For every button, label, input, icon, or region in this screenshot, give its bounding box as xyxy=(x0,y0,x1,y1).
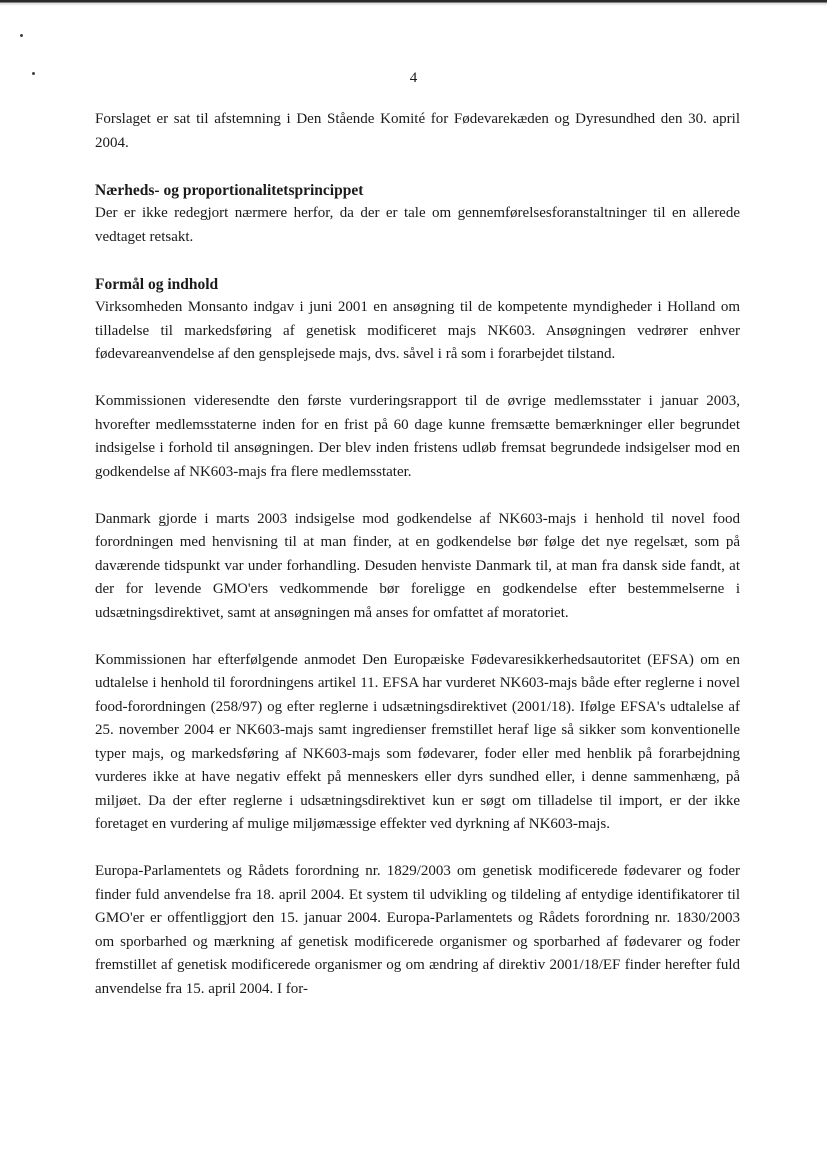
section-paragraph: Kommissionen videresendte den første vurderingsrapport til de øvrige medlemsstater i januar 2003, hvorefter medlemsstaterne inden for en frist på 60 dage kunne fremsætte bemærkninger eller begrundet indsigelse i forhold til ansøgningen. Der blev inden fristens udløb fremsat begrundede indsigelser mod en godkendelse af NK603-majs fra flere medlemsstater. xyxy=(95,393,740,480)
section-subsidiarity xyxy=(95,179,740,250)
section-paragraph: Der er ikke redegjort nærmere herfor, da der er tale om gennemførelsesforanstaltninger til en allerede vedtaget retsakt. xyxy=(95,205,740,245)
section-paragraph: Virksomheden Monsanto indgav i juni 2001 en ansøgning til de kompetente myndigheder i Holland om tilladelse til markedsføring af genetisk modificeret majs NK603. Ansøgningen vedrører enhver fødevareanvendelse af den gensplejsede majs, dvs. såvel i rå som i forarbejdet tilstand. xyxy=(95,299,740,362)
intro-paragraph: Forslaget er sat til afstemning i Den Stående Komité for Fødevarekæden og Dyresundhed den 30. april 2004. xyxy=(95,111,740,151)
section-paragraph: Kommissionen har efterfølgende anmodet Den Europæiske Fødevaresikkerhedsautoritet (EFSA) om en udtalelse i henhold til forordningens artikel 11. EFSA har vurderet NK603-majs både efter reglerne i novel food-forordningen (258/97) og efter reglerne i udsætningsdirektivet (2001/18). Ifølge EFSA's udtalelse af 25. november 2004 er NK603-majs samt ingredienser fremstillet heraf lige så sikker som konventionelle typer majs, og markedsføring af NK603-majs som fødevarer, foder eller med henblik på forarbejdning vurderes ikke at have negativ effekt på menneskers eller dyrs sundhed eller, i denne sammenhæng, på miljøet. Da der efter reglerne i udsætningsdirektivet kun er søgt om tilladelse til import, er der ikke foretaget en vurdering af mulige miljømæssige effekter ved dyrkning af NK603-majs. xyxy=(95,651,740,832)
section-heading: Formål og indhold xyxy=(95,275,219,293)
document-body xyxy=(95,108,740,1025)
section-paragraph: Danmark gjorde i marts 2003 indsigelse mod godkendelse af NK603-majs i henhold til novel food forordningen med henvisning til at man finder, at en godkendelse bør følge det nye regelsæt, som på daværende tidspunkt var under forhandling. Desuden henviste Danmark til, at man fra dansk side fandt, at der for levende GMO'ers vedkommende bør foreligge en godkendelse efter bestemmelserne i udsætningsdirektivet, samt at ansøgningen må anses for omfattet af moratoriet. xyxy=(95,510,740,621)
scan-top-edge xyxy=(0,0,827,6)
section-purpose-content xyxy=(95,273,740,1002)
section-paragraph: Europa-Parlamentets og Rådets forordning nr. 1829/2003 om genetisk modificerede fødevarer og foder finder fuld anvendelse fra 18. april 2004. Et system til udvikling og tildeling af entydige identifikatorer til GMO'er er offentliggjort den 15. januar 2004. Europa-Parlamentets og Rådets forordning nr. 1830/2003 om sporbarhed og mærkning af genetisk modificerede organismer og sporbarhed af fødevarer og foder fremstillet af genetisk modificerede organismer og om ændring af direktiv 2001/18/EF finder herefter fuld anvendelse fra 15. april 2004. I for- xyxy=(95,863,740,997)
scan-speck xyxy=(20,34,23,37)
section-heading: Nærheds- og proportionalitetsprincippet xyxy=(95,181,364,199)
page-number: 4 xyxy=(409,70,418,86)
